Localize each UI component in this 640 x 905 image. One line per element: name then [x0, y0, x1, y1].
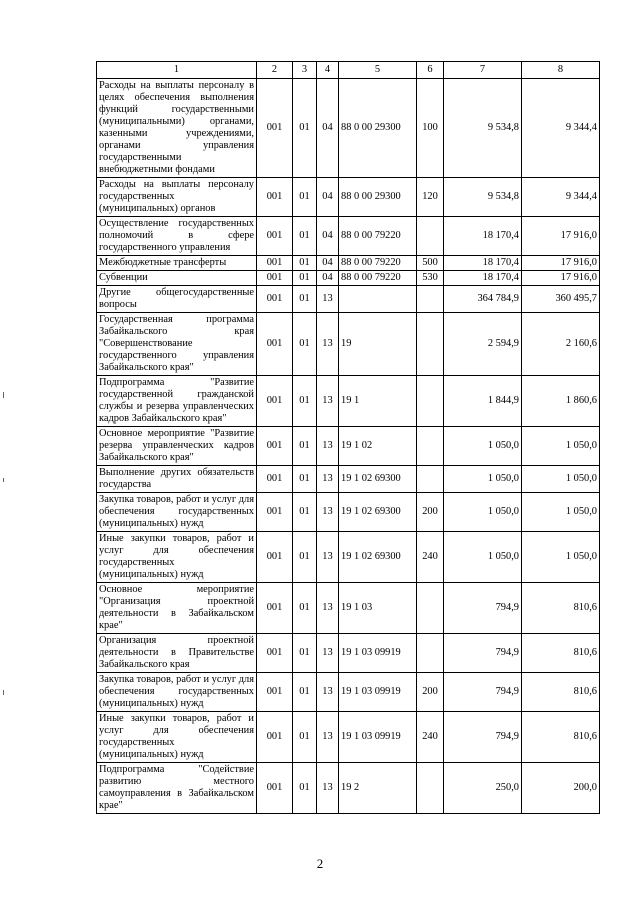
- amount-col7: 18 170,4: [444, 217, 522, 256]
- ministry-code: 001: [257, 256, 293, 271]
- target-article-code: 88 0 00 79220: [339, 271, 417, 286]
- ministry-code: 001: [257, 178, 293, 217]
- section-code: 01: [293, 673, 317, 712]
- subsection-code: 13: [317, 376, 339, 427]
- expense-name: Выполнение других обязательств государства: [97, 466, 257, 493]
- expense-name: Осуществление государственных полномочий в сфере государственного управления: [97, 217, 257, 256]
- amount-col7: 9 534,8: [444, 178, 522, 217]
- expense-name: Организация проектной деятельности в Правительстве Забайкальского края: [97, 634, 257, 673]
- expense-name: Иные закупки товаров, работ и услуг для обеспечения государственных (муниципальных) нужд: [97, 532, 257, 583]
- amount-col7: 794,9: [444, 583, 522, 634]
- subsection-code: 13: [317, 532, 339, 583]
- table-row: [97, 532, 600, 583]
- table-row: [97, 583, 600, 634]
- expense-type-code: [417, 634, 444, 673]
- target-article-code: 19 1 03: [339, 583, 417, 634]
- table-row: [97, 217, 600, 256]
- subsection-code: 04: [317, 271, 339, 286]
- ministry-code: 001: [257, 763, 293, 814]
- amount-col7: 1 050,0: [444, 427, 522, 466]
- section-code: 01: [293, 493, 317, 532]
- subsection-code: 13: [317, 427, 339, 466]
- expense-type-code: 120: [417, 178, 444, 217]
- target-article-code: 19 1 02 69300: [339, 532, 417, 583]
- subsection-code: 04: [317, 79, 339, 178]
- table-row: [97, 712, 600, 763]
- ministry-code: 001: [257, 313, 293, 376]
- header-row: [97, 62, 600, 79]
- ministry-code: 001: [257, 217, 293, 256]
- column-header: 4: [317, 62, 339, 79]
- amount-col8: 17 916,0: [522, 256, 600, 271]
- amount-col8: 810,6: [522, 583, 600, 634]
- table-row: [97, 178, 600, 217]
- target-article-code: 88 0 00 79220: [339, 217, 417, 256]
- table-row: [97, 313, 600, 376]
- expense-name: Иные закупки товаров, работ и услуг для обеспечения государственных (муниципальных) нужд: [97, 712, 257, 763]
- amount-col8: 810,6: [522, 673, 600, 712]
- expense-type-code: [417, 286, 444, 313]
- expense-type-code: 200: [417, 673, 444, 712]
- expense-name: Межбюджетные трансферты: [97, 256, 257, 271]
- expense-type-code: [417, 217, 444, 256]
- amount-col7: 18 170,4: [444, 271, 522, 286]
- amount-col8: 810,6: [522, 634, 600, 673]
- scan-artifact: [3, 690, 4, 695]
- target-article-code: 88 0 00 79220: [339, 256, 417, 271]
- section-code: 01: [293, 286, 317, 313]
- amount-col7: 9 534,8: [444, 79, 522, 178]
- subsection-code: 13: [317, 313, 339, 376]
- expense-type-code: 100: [417, 79, 444, 178]
- section-code: 01: [293, 376, 317, 427]
- table-row: [97, 763, 600, 814]
- table-row: [97, 271, 600, 286]
- expense-name: Закупка товаров, работ и услуг для обеспечения государственных (муниципальных) нужд: [97, 673, 257, 712]
- target-article-code: 19 1 03 09919: [339, 712, 417, 763]
- table-row: [97, 673, 600, 712]
- amount-col8: 17 916,0: [522, 217, 600, 256]
- subsection-code: 13: [317, 673, 339, 712]
- amount-col8: 1 860,6: [522, 376, 600, 427]
- section-code: 01: [293, 217, 317, 256]
- expense-type-code: [417, 313, 444, 376]
- expense-name: Другие общегосударственные вопросы: [97, 286, 257, 313]
- table-row: [97, 634, 600, 673]
- ministry-code: 001: [257, 376, 293, 427]
- target-article-code: 88 0 00 29300: [339, 178, 417, 217]
- ministry-code: 001: [257, 532, 293, 583]
- budget-table: [96, 61, 600, 814]
- ministry-code: 001: [257, 712, 293, 763]
- expense-name: Подпрограмма "Содействие развитию местного самоуправления в Забайкальском крае": [97, 763, 257, 814]
- column-header: 2: [257, 62, 293, 79]
- subsection-code: 04: [317, 217, 339, 256]
- expense-type-code: [417, 763, 444, 814]
- target-article-code: 19 1 02 69300: [339, 493, 417, 532]
- expense-name: Государственная программа Забайкальского края "Совершенствование государственного управления Забайкальского края": [97, 313, 257, 376]
- subsection-code: 04: [317, 256, 339, 271]
- table-row: [97, 466, 600, 493]
- target-article-code: 19 1 02 69300: [339, 466, 417, 493]
- ministry-code: 001: [257, 493, 293, 532]
- table-row: [97, 79, 600, 178]
- target-article-code: 19 1 02: [339, 427, 417, 466]
- column-header: 1: [97, 62, 257, 79]
- subsection-code: 13: [317, 466, 339, 493]
- target-article-code: 19 1 03 09919: [339, 673, 417, 712]
- amount-col7: 794,9: [444, 673, 522, 712]
- section-code: 01: [293, 712, 317, 763]
- section-code: 01: [293, 532, 317, 583]
- amount-col7: 1 844,9: [444, 376, 522, 427]
- expense-type-code: [417, 376, 444, 427]
- ministry-code: 001: [257, 427, 293, 466]
- table-row: [97, 256, 600, 271]
- section-code: 01: [293, 583, 317, 634]
- amount-col8: 1 050,0: [522, 427, 600, 466]
- ministry-code: 001: [257, 79, 293, 178]
- expense-type-code: 240: [417, 532, 444, 583]
- ministry-code: 001: [257, 583, 293, 634]
- ministry-code: 001: [257, 673, 293, 712]
- scan-artifact: [3, 392, 4, 398]
- expense-name: Расходы на выплаты персоналу государственных (муниципальных) органов: [97, 178, 257, 217]
- column-header: 8: [522, 62, 600, 79]
- target-article-code: 19: [339, 313, 417, 376]
- subsection-code: 13: [317, 634, 339, 673]
- expense-name: Подпрограмма "Развитие государственной гражданской службы и резерва управленческих кадров Забайкальского края": [97, 376, 257, 427]
- amount-col7: 1 050,0: [444, 532, 522, 583]
- expense-type-code: [417, 466, 444, 493]
- ministry-code: 001: [257, 286, 293, 313]
- amount-col7: 1 050,0: [444, 466, 522, 493]
- amount-col7: 794,9: [444, 634, 522, 673]
- column-header: 6: [417, 62, 444, 79]
- section-code: 01: [293, 271, 317, 286]
- subsection-code: 13: [317, 493, 339, 532]
- column-header: 7: [444, 62, 522, 79]
- target-article-code: 19 1 03 09919: [339, 634, 417, 673]
- section-code: 01: [293, 79, 317, 178]
- amount-col8: 2 160,6: [522, 313, 600, 376]
- table-row: [97, 427, 600, 466]
- expense-name: Расходы на выплаты персоналу в целях обеспечения выполнения функций государственными (муниципальными) органами, казенными учреждениями, органами управления государственными внебюджетными фондами: [97, 79, 257, 178]
- amount-col8: 17 916,0: [522, 271, 600, 286]
- expense-name: Субвенции: [97, 271, 257, 286]
- expense-type-code: 500: [417, 256, 444, 271]
- subsection-code: 13: [317, 712, 339, 763]
- section-code: 01: [293, 427, 317, 466]
- section-code: 01: [293, 763, 317, 814]
- amount-col7: 364 784,9: [444, 286, 522, 313]
- section-code: 01: [293, 466, 317, 493]
- amount-col7: 794,9: [444, 712, 522, 763]
- column-header: 3: [293, 62, 317, 79]
- expense-type-code: 200: [417, 493, 444, 532]
- amount-col7: 18 170,4: [444, 256, 522, 271]
- section-code: 01: [293, 634, 317, 673]
- expense-type-code: 530: [417, 271, 444, 286]
- target-article-code: 19 2: [339, 763, 417, 814]
- page-number: 2: [316, 856, 324, 871]
- expense-name: Закупка товаров, работ и услуг для обеспечения государственных (муниципальных) нужд: [97, 493, 257, 532]
- subsection-code: 04: [317, 178, 339, 217]
- amount-col8: 810,6: [522, 712, 600, 763]
- target-article-code: 19 1: [339, 376, 417, 427]
- target-article-code: [339, 286, 417, 313]
- amount-col8: 9 344,4: [522, 79, 600, 178]
- ministry-code: 001: [257, 271, 293, 286]
- amount-col8: 1 050,0: [522, 466, 600, 493]
- subsection-code: 13: [317, 583, 339, 634]
- table-row: [97, 493, 600, 532]
- amount-col7: 250,0: [444, 763, 522, 814]
- scan-artifact: [3, 478, 4, 482]
- expense-type-code: [417, 583, 444, 634]
- amount-col8: 1 050,0: [522, 493, 600, 532]
- column-header: 5: [339, 62, 417, 79]
- amount-col8: 200,0: [522, 763, 600, 814]
- expense-name: Основное мероприятие "Развитие резерва управленческих кадров Забайкальского края": [97, 427, 257, 466]
- section-code: 01: [293, 313, 317, 376]
- amount-col8: 1 050,0: [522, 532, 600, 583]
- subsection-code: 13: [317, 763, 339, 814]
- amount-col7: 2 594,9: [444, 313, 522, 376]
- table-row: [97, 376, 600, 427]
- expense-type-code: 240: [417, 712, 444, 763]
- section-code: 01: [293, 178, 317, 217]
- ministry-code: 001: [257, 634, 293, 673]
- ministry-code: 001: [257, 466, 293, 493]
- expense-name: Основное мероприятие "Организация проектной деятельности в Забайкальском крае": [97, 583, 257, 634]
- section-code: 01: [293, 256, 317, 271]
- subsection-code: 13: [317, 286, 339, 313]
- amount-col7: 1 050,0: [444, 493, 522, 532]
- amount-col8: 9 344,4: [522, 178, 600, 217]
- table-row: [97, 286, 600, 313]
- expense-type-code: [417, 427, 444, 466]
- amount-col8: 360 495,7: [522, 286, 600, 313]
- target-article-code: 88 0 00 29300: [339, 79, 417, 178]
